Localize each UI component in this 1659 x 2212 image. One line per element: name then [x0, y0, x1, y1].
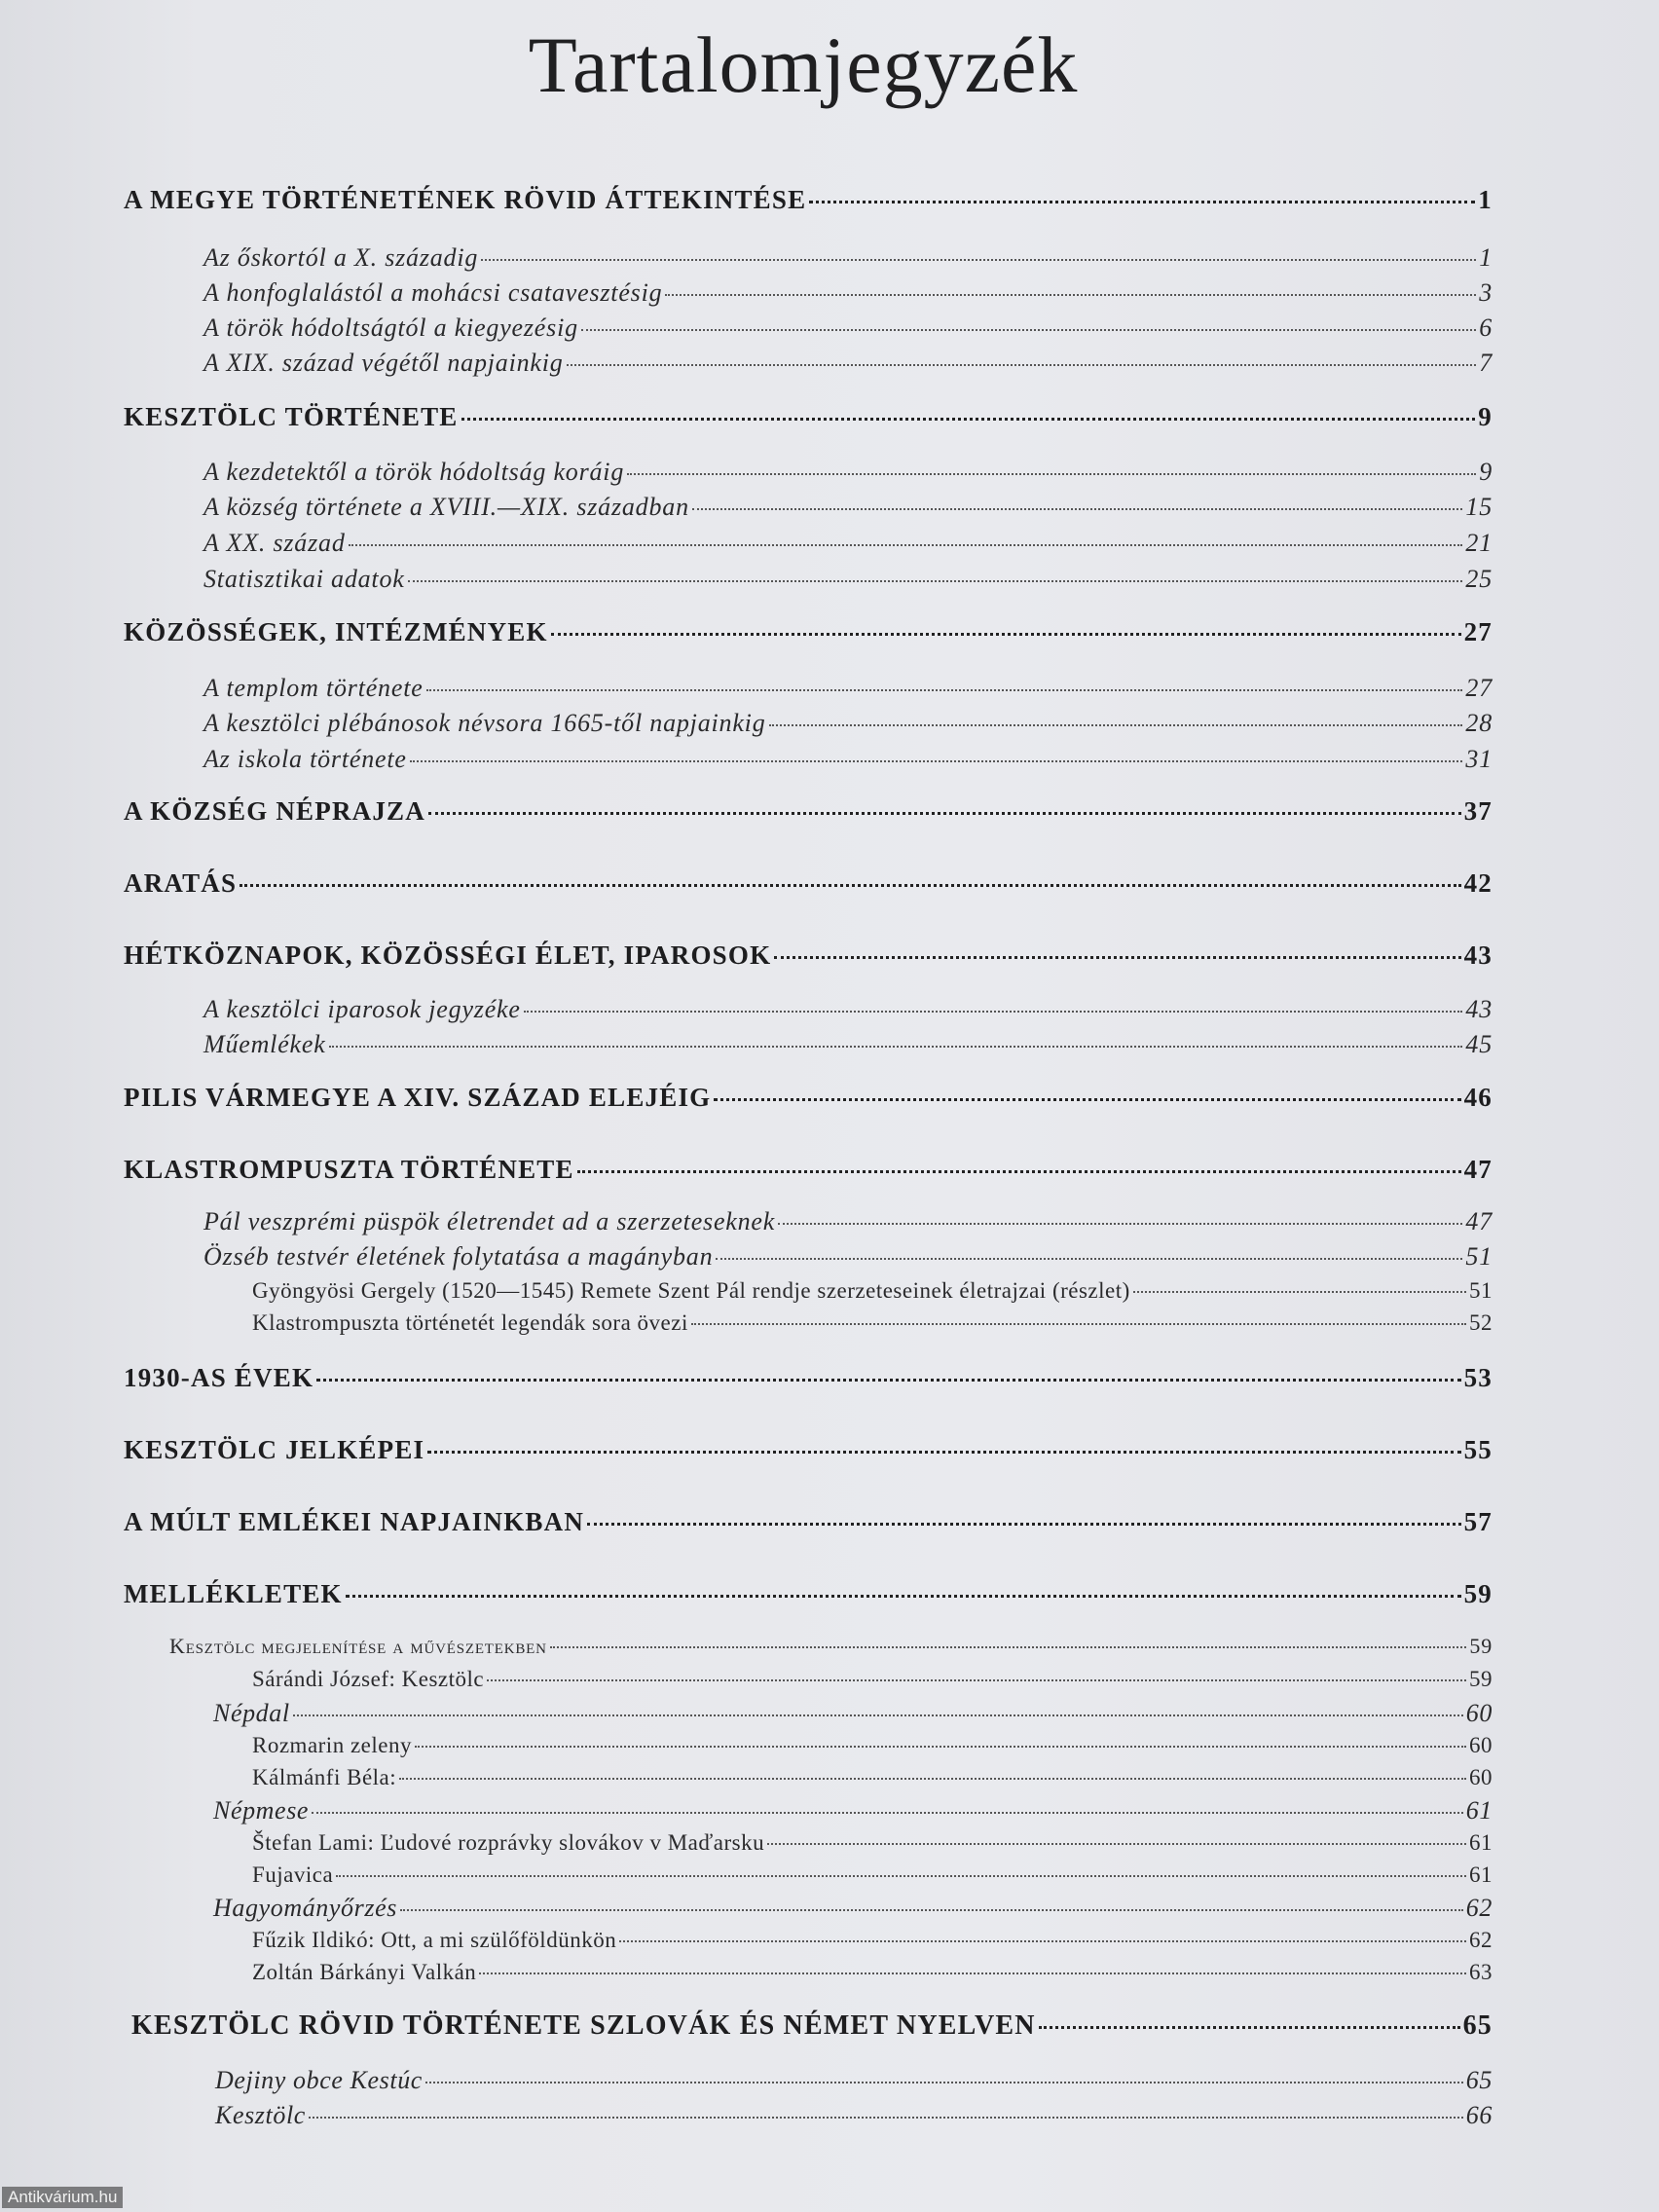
toc-page-number: 1	[1478, 185, 1493, 214]
toc-entry-title: Az iskola története	[203, 745, 407, 773]
toc-section-entry	[203, 995, 1493, 1024]
toc-page-number: 62	[1465, 1894, 1493, 1922]
toc-page-number: 61	[1469, 1830, 1493, 1855]
toc-chapter-pilis	[124, 1083, 1493, 1113]
toc-page-number: 46	[1463, 1083, 1493, 1112]
toc-entry-title: Klastrompuszta történetét legendák sora övezi	[252, 1310, 688, 1335]
dot-leader	[336, 1875, 1466, 1877]
toc-subsection-entry	[252, 1278, 1493, 1304]
toc-page-number: 60	[1469, 1733, 1493, 1757]
toc-entry-title: Kesztölc	[215, 2101, 306, 2129]
toc-entry-title: Dejiny obce Kestúc	[215, 2066, 423, 2094]
toc-page-number: 43	[1465, 995, 1493, 1023]
toc-page-number: 42	[1463, 868, 1493, 898]
toc-page-number: 65	[1462, 2010, 1493, 2041]
toc-subsection-entry	[252, 1928, 1493, 1953]
toc-page-number: 45	[1465, 1030, 1493, 1058]
dot-leader	[349, 544, 1463, 546]
toc-page-number: 51	[1465, 1242, 1493, 1271]
toc-chapter-megye	[124, 185, 1493, 215]
toc-chapter-neprajz	[124, 796, 1493, 827]
toc-section-entry	[203, 243, 1493, 273]
dot-leader	[410, 760, 1463, 762]
toc-entry-title: Kálmánfi Béla:	[252, 1765, 397, 1789]
toc-chapter-hetkoznapok	[124, 940, 1493, 971]
toc-page-number: 47	[1465, 1207, 1493, 1235]
toc-page-number: 27	[1463, 617, 1493, 646]
toc-entry-title: Kesztölc megjelenítése a művészetekben	[169, 1634, 547, 1658]
toc-subsection-entry	[252, 1960, 1493, 1985]
toc-section-entry	[213, 1699, 1493, 1728]
toc-section-entry	[203, 1030, 1493, 1059]
dot-leader	[481, 259, 1476, 261]
dot-leader	[619, 1940, 1466, 1942]
toc-entry-title: A KÖZSÉG NÉPRAJZA	[124, 796, 425, 826]
toc-section-entry	[203, 278, 1493, 308]
source-watermark: Antikvárium.hu	[2, 2187, 123, 2208]
dot-leader	[769, 724, 1463, 726]
dot-leader	[577, 1170, 1461, 1173]
toc-entry-title: Zoltán Bárkányi Valkán	[252, 1960, 477, 1984]
toc-chapter-klastrompuszta	[124, 1155, 1493, 1185]
toc-entry-title: MELLÉKLETEK	[124, 1579, 343, 1608]
dot-leader	[809, 201, 1475, 203]
toc-subsection-entry	[252, 1667, 1493, 1692]
toc-entry-title: Fűzik Ildikó: Ott, a mi szülőföldünkön	[252, 1928, 617, 1952]
toc-page-number: 27	[1465, 674, 1493, 702]
dot-leader	[329, 1046, 1463, 1048]
toc-entry-title: A MÚLT EMLÉKEI NAPJAINKBAN	[124, 1507, 585, 1536]
toc-entry-title: A kesztölci iparosok jegyzéke	[203, 995, 521, 1023]
toc-page-number: 25	[1465, 565, 1493, 593]
dot-leader	[716, 1258, 1462, 1260]
toc-page-number: 61	[1465, 1796, 1493, 1825]
toc-entry-title: Hagyományőrzés	[213, 1894, 397, 1922]
toc-page-number: 3	[1479, 278, 1493, 307]
dot-leader	[408, 580, 1463, 582]
toc-chapter-mellekletek	[124, 1579, 1493, 1609]
toc-entry-title: Fujavica	[252, 1862, 334, 1887]
toc-page-number: 9	[1479, 458, 1493, 486]
dot-leader	[665, 294, 1476, 296]
toc-page-number: 59	[1463, 1579, 1493, 1608]
dot-leader	[399, 1778, 1466, 1780]
toc-entry-title: HÉTKÖZNAPOK, KÖZÖSSÉGI ÉLET, IPAROSOK	[124, 940, 772, 970]
toc-page-number: 31	[1465, 745, 1493, 773]
toc-entry-title: Gyöngyösi Gergely (1520—1545) Remete Szent Pál rendje szerzeteseinek életrajzai (részlet)	[252, 1278, 1130, 1303]
toc-page-number: 60	[1469, 1765, 1493, 1789]
toc-page-number: 55	[1463, 1435, 1493, 1464]
toc-section-entry	[203, 1207, 1493, 1236]
dot-leader	[524, 1011, 1463, 1013]
toc-entry-title: KESZTÖLC TÖRTÉNETE	[124, 402, 459, 431]
toc-page-number: 9	[1478, 402, 1493, 431]
dot-leader	[312, 1812, 1463, 1814]
toc-subsection-entry	[252, 1733, 1493, 1758]
toc-entry-title: KLASTROMPUSZTA TÖRTÉNETE	[124, 1155, 574, 1184]
dot-leader	[425, 2082, 1463, 2083]
toc-section-entry	[203, 565, 1493, 594]
toc-page-number: 7	[1479, 349, 1493, 377]
dot-leader	[587, 1523, 1461, 1526]
toc-chapter-aratas	[124, 868, 1493, 899]
toc-entry-title: A kesztölci plébánosok névsora 1665-től napjainkig	[203, 709, 766, 737]
toc-entry-title: Népdal	[213, 1699, 290, 1727]
dot-leader	[427, 1451, 1460, 1454]
toc-entry-title: A honfoglalástól a mohácsi csatavesztésig	[203, 278, 663, 307]
toc-page-number: 66	[1465, 2101, 1493, 2129]
toc-section-entry	[213, 1894, 1493, 1923]
toc-page-number: 53	[1463, 1363, 1493, 1392]
toc-chapter-jelkepei	[124, 1435, 1493, 1465]
toc-page-number: 43	[1463, 940, 1493, 970]
toc-entry-title: A XX. század	[203, 529, 346, 557]
toc-page-number: 59	[1469, 1634, 1493, 1658]
dot-leader	[550, 1646, 1467, 1648]
toc-section-entry	[203, 709, 1493, 738]
toc-page-number: 51	[1469, 1278, 1493, 1303]
toc-entry-title: Népmese	[213, 1796, 310, 1825]
dot-leader	[1133, 1291, 1466, 1293]
dot-leader	[428, 812, 1461, 815]
toc-page-number: 59	[1469, 1667, 1493, 1691]
toc-section-entry	[203, 745, 1493, 774]
toc-entry-title: 1930-AS ÉVEK	[124, 1363, 314, 1392]
toc-entry-title: A MEGYE TÖRTÉNETÉNEK RÖVID ÁTTEKINTÉSE	[124, 185, 807, 214]
toc-entry-title: PILIS VÁRMEGYE A XIV. SZÁZAD ELEJÉIG	[124, 1083, 712, 1112]
toc-entry-title: KESZTÖLC RÖVID TÖRTÉNETE SZLOVÁK ÉS NÉMET NYELVEN	[131, 2010, 1036, 2041]
toc-subsection-entry	[252, 1830, 1493, 1856]
dot-leader	[774, 956, 1460, 959]
toc-page-number: 37	[1463, 796, 1493, 826]
dot-leader	[567, 364, 1477, 366]
toc-section-entry	[203, 458, 1493, 487]
toc-page-number: 60	[1465, 1699, 1493, 1727]
toc-page-number: 47	[1463, 1155, 1493, 1184]
toc-subsection-entry	[252, 1862, 1493, 1888]
toc-section-entry	[203, 529, 1493, 558]
dot-leader	[461, 418, 1476, 421]
toc-page-number: 28	[1465, 709, 1493, 737]
toc-page-number: 21	[1465, 529, 1493, 557]
dot-leader	[479, 1972, 1466, 1974]
toc-entry-title: KESZTÖLC JELKÉPEI	[124, 1435, 425, 1464]
toc-section-entry	[215, 2101, 1493, 2130]
toc-page-number: 57	[1463, 1507, 1493, 1536]
toc-section-entry	[203, 313, 1493, 343]
dot-leader	[240, 884, 1460, 887]
toc-entry-title: A török hódoltságtól a kiegyezésig	[203, 313, 578, 342]
toc-page-number: 6	[1479, 313, 1493, 342]
toc-section-entry	[203, 674, 1493, 703]
toc-entry-title: Műemlékek	[203, 1030, 326, 1058]
toc-page-number: 63	[1469, 1960, 1493, 1984]
dot-leader	[293, 1714, 1463, 1716]
dot-leader	[691, 1323, 1466, 1325]
toc-chapter-mult-emlekei	[124, 1507, 1493, 1537]
toc-entry-title: A kezdetektől a török hódoltság koráig	[203, 458, 625, 486]
dot-leader	[316, 1379, 1460, 1382]
dot-leader	[346, 1595, 1461, 1598]
toc-chapter-szlovak-nemet	[131, 2010, 1493, 2042]
dot-leader	[487, 1679, 1466, 1681]
toc-entry-title: A templom története	[203, 674, 424, 702]
toc-entry-title: Statisztikai adatok	[203, 565, 405, 593]
toc-page-number: 15	[1465, 493, 1493, 521]
toc-page-number: 61	[1469, 1862, 1493, 1887]
dot-leader	[1039, 2026, 1460, 2029]
toc-entry-title: Rozmarin zeleny	[252, 1733, 412, 1757]
toc-chapter-kozossegek	[124, 617, 1493, 647]
toc-page-number: 65	[1465, 2066, 1493, 2094]
toc-entry-title: KÖZÖSSÉGEK, INTÉZMÉNYEK	[124, 617, 548, 646]
toc-page-number: 52	[1469, 1310, 1493, 1335]
toc-subsection-entry	[252, 1310, 1493, 1336]
toc-chapter-1930	[124, 1363, 1493, 1393]
toc-entry-title: ARATÁS	[124, 868, 238, 898]
page-title: Tartalomjegyzék	[528, 20, 1079, 109]
toc-section-entry	[169, 1634, 1493, 1659]
toc-entry-title: Štefan Lami: Ľudové rozprávky slovákov v Maďarsku	[252, 1830, 765, 1855]
dot-leader	[714, 1098, 1460, 1101]
dot-leader	[415, 1746, 1466, 1748]
dot-leader	[778, 1223, 1462, 1225]
toc-section-entry	[203, 493, 1493, 522]
dot-leader	[581, 329, 1476, 331]
toc-entry-title: Sárándi József: Kesztölc	[252, 1667, 485, 1691]
toc-subsection-entry	[252, 1765, 1493, 1790]
toc-section-entry	[213, 1796, 1493, 1825]
toc-entry-title: Özséb testvér életének folytatása a magányban	[203, 1242, 714, 1271]
toc-entry-title: A XIX. század végétől napjainkig	[203, 349, 564, 377]
toc-section-entry	[215, 2066, 1493, 2095]
dot-leader	[309, 2117, 1463, 2119]
toc-section-entry	[203, 349, 1493, 378]
dot-leader	[627, 473, 1476, 475]
dot-leader	[426, 689, 1463, 691]
dot-leader	[551, 633, 1461, 636]
toc-page-number: 1	[1479, 243, 1493, 272]
toc-page-number: 62	[1469, 1928, 1493, 1952]
toc-entry-title: Pál veszprémi püspök életrendet ad a szerzeteseknek	[203, 1207, 776, 1235]
toc-entry-title: Az őskortól a X. századig	[203, 243, 479, 272]
toc-section-entry	[203, 1242, 1493, 1272]
dot-leader	[767, 1843, 1466, 1845]
toc-chapter-kesztolc	[124, 402, 1493, 432]
dot-leader	[692, 508, 1463, 510]
dot-leader	[400, 1909, 1463, 1911]
toc-entry-title: A község története a XVIII.—XIX. században	[203, 493, 689, 521]
